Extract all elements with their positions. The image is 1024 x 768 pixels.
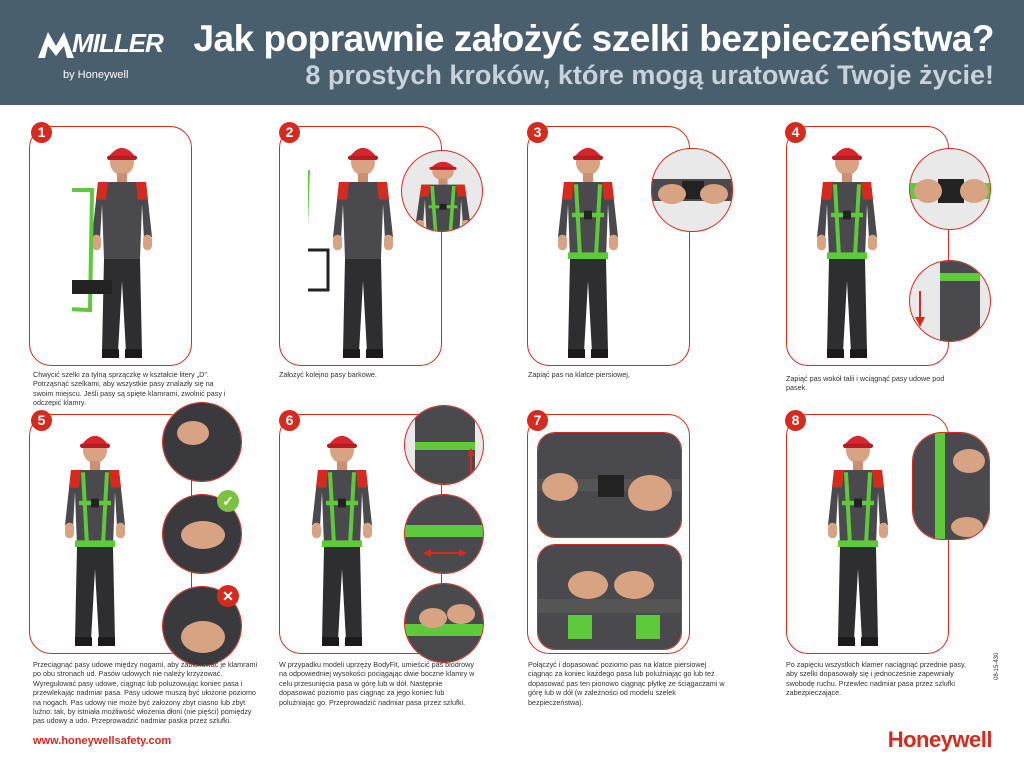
page-title: Jak poprawnie założyć szelki bezpieczeństwa? [193, 18, 994, 59]
step-3-caption: Zapiąć pas na klatce piersiowej, [528, 370, 630, 379]
step-5-detail-circle-1 [162, 402, 242, 482]
step-6-detail-circle-1 [404, 405, 484, 485]
step-4-buckle-illustration [910, 149, 991, 230]
step-5-leg-strap-illustration [163, 403, 242, 482]
header-banner [0, 0, 1024, 105]
step-5-worker-illustration [40, 418, 150, 654]
check-icon: ✓ [217, 490, 239, 512]
logo-subtext: by Honeywell [63, 69, 129, 81]
step-4-badge: 4 [785, 122, 806, 143]
step-8-front-strap-illustration [913, 433, 990, 540]
step-6-detail-circle-3 [404, 583, 484, 663]
step-7-chest-buckle-illustration [538, 433, 682, 538]
step-4-strap-illustration [910, 261, 991, 342]
step-6-horizontal-adjust-illustration [405, 495, 484, 574]
step-5-badge: 5 [31, 410, 52, 431]
logo-wordmark: MILLER [72, 28, 163, 58]
step-7-caption: Połączyć i dopasować poziomo pas na klatce piersiowej ciągnąc za koniec każdego pasa lub poluźniając go lub też dopasować pas ten pionowo ciągnąc płytkę ze ściągaczami w górę lub w dół (w zależności od modelu szelek bezpieczeństwa). [528, 660, 725, 707]
step-7-detail-bottom [537, 544, 682, 650]
step-2-worker-illustration [308, 130, 418, 366]
step-3-detail-circle [651, 148, 733, 232]
step-4-caption: Zapiąć pas wokół talii i wciągnąć pasy udowe pod pasek. [786, 374, 945, 393]
step-4-detail-circle-top [909, 148, 991, 230]
cross-icon: ✕ [217, 585, 239, 607]
step-1-caption: Chwycić szelki za tylną sprzączkę w kształcie litery „D”. Potrząsnąć szelkami, aby wszystkie pasy znalazły się na swoim miejscu. Jeśli pasy są spięte klamrami, zwolnić pasy i odczepić klamry. [33, 370, 226, 408]
step-4-worker-illustration [797, 130, 897, 366]
step-1-worker-illustration [72, 130, 172, 366]
step-7-detail-top [537, 432, 682, 538]
arrow-down-icon [467, 476, 475, 484]
step-2-badge: 2 [279, 122, 300, 143]
step-1-badge: 1 [31, 122, 52, 143]
step-8-detail [912, 432, 990, 540]
step-3-worker-illustration [538, 130, 638, 366]
step-8-caption: Po zapięciu wszystkich klamer naciągnąć przednie pasy, aby szelki dopasowały się i jednocześnie zapewniały swobodę ruchu. Przewlec nadmiar pasa przez szlufki zabezpieczające. [786, 660, 967, 698]
footer-url-link[interactable]: www.honeywellsafety.com [33, 735, 172, 747]
document-code: 08-15-430 [994, 652, 1000, 680]
step-6-badge: 6 [279, 410, 300, 431]
step-5-caption: Przeciągnąć pasy udowe między nogami, aby zablokować je klamrami po obu stronach ud. Pasów udowych nie należy krzyżować. Wyregulować pasy udowe, ciągnąc lub poluzowując koniec pasa i przewlekając nadmiar pasa. Pasy udowe muszą być ułożone poziomo na nogach. Pas udowy nie może być założony zbyt ciasno lub zbyt luźno: tak, by istniała możliwość włożenia dłoni (nie pięści) pomiędzy pas udowy a udo. Przeprowadzić nadmiar paska przez szlufki. [33, 660, 258, 726]
step-2-detail-circle [401, 150, 483, 232]
step-8-badge: 8 [785, 410, 806, 431]
step-6-hip-strap-illustration [405, 406, 484, 485]
step-3-buckle-illustration [652, 149, 733, 232]
step-6-caption: W przypadku modeli uprzęży BodyFit, umieścić pas biodrowy na odpowiedniej wysokości pociągając dwie boczne klamry w celu przesunięcia pasa w górę lub w dół. Następnie dopasować poziomo pas ciągnąc za jego koniec lub poluźniając go. Przeprowadzić nadmiar pasa przez szlufki. [279, 660, 475, 707]
step-6-worker-illustration [292, 418, 392, 654]
page-subtitle: 8 prostych kroków, które mogą uratować Twoje życie! [305, 60, 994, 90]
honeywell-logo: Honeywell [887, 727, 992, 752]
step-2-detail-illustration [402, 151, 483, 232]
step-7-chest-plate-illustration [538, 545, 682, 650]
arrow-down-icon [915, 317, 925, 327]
step-2-caption: Założyć kolejno pasy barkowe. [279, 370, 377, 379]
miller-logo [34, 24, 163, 81]
step-8-worker-illustration [808, 418, 908, 654]
step-6-detail-circle-2 [404, 494, 484, 574]
step-6-strap-loop-illustration [405, 584, 484, 663]
step-7-badge: 7 [527, 410, 548, 431]
step-4-detail-circle-bottom [909, 260, 991, 342]
step-3-badge: 3 [527, 122, 548, 143]
